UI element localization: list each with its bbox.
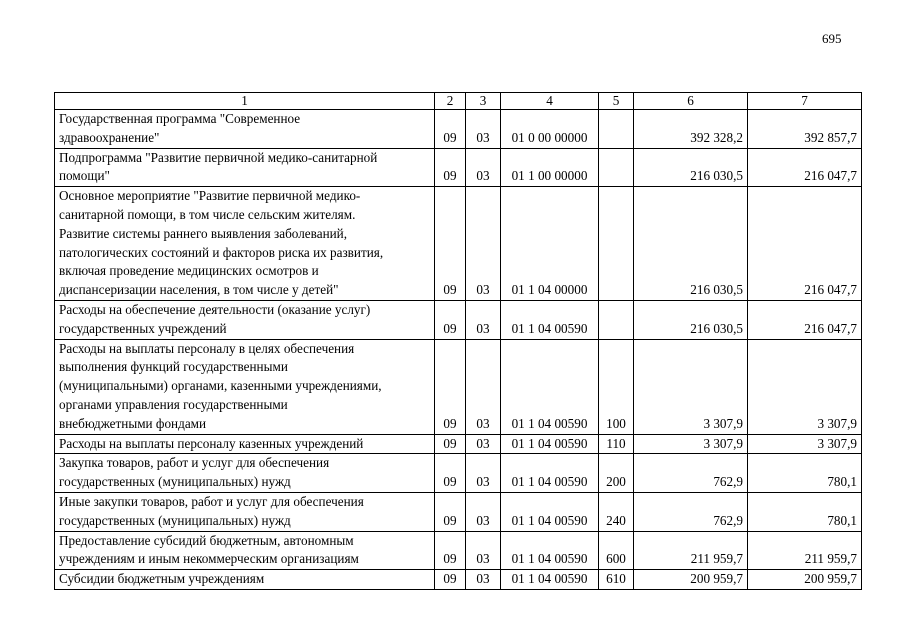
row-description: Государственная программа "Современное здравоохранение" (55, 110, 435, 149)
row-expense-type: 610 (599, 570, 634, 590)
row-section-code: 09 (435, 492, 466, 531)
row-subsection-code: 03 (466, 187, 501, 301)
row-description: Расходы на обеспечение деятельности (оказание услуг) государственных учреждений (55, 300, 435, 339)
row-subsection-code: 03 (466, 570, 501, 590)
table-row (55, 339, 862, 434)
row-amount-year1: 200 959,7 (634, 570, 748, 590)
row-section-code: 09 (435, 187, 466, 301)
row-amount-year1: 3 307,9 (634, 339, 748, 434)
row-subsection-code: 03 (466, 148, 501, 187)
row-section-code: 09 (435, 148, 466, 187)
row-amount-year2: 216 047,7 (748, 187, 862, 301)
row-section-code: 09 (435, 434, 466, 454)
row-expense-type (599, 110, 634, 149)
column-header: 5 (599, 93, 634, 110)
row-amount-year1: 762,9 (634, 454, 748, 493)
row-subsection-code: 03 (466, 492, 501, 531)
row-amount-year2: 200 959,7 (748, 570, 862, 590)
column-header: 7 (748, 93, 862, 110)
row-amount-year2: 3 307,9 (748, 434, 862, 454)
row-amount-year2: 780,1 (748, 492, 862, 531)
row-subsection-code: 03 (466, 300, 501, 339)
row-target-article: 01 0 00 00000 (501, 110, 599, 149)
row-subsection-code: 03 (466, 531, 501, 570)
column-header: 2 (435, 93, 466, 110)
row-amount-year2: 392 857,7 (748, 110, 862, 149)
table-header-row (55, 93, 862, 110)
column-header: 6 (634, 93, 748, 110)
row-target-article: 01 1 04 00590 (501, 492, 599, 531)
row-amount-year2: 216 047,7 (748, 300, 862, 339)
row-target-article: 01 1 04 00590 (501, 339, 599, 434)
row-subsection-code: 03 (466, 454, 501, 493)
page-number: 695 (822, 31, 842, 46)
column-header: 3 (466, 93, 501, 110)
row-target-article: 01 1 04 00590 (501, 570, 599, 590)
table-row (55, 531, 862, 570)
row-amount-year1: 216 030,5 (634, 187, 748, 301)
row-description: Расходы на выплаты персоналу казенных учреждений (55, 434, 435, 454)
row-section-code: 09 (435, 531, 466, 570)
row-expense-type: 100 (599, 339, 634, 434)
column-header: 1 (55, 93, 435, 110)
row-description: Закупка товаров, работ и услуг для обеспечения государственных (муниципальных) нужд (55, 454, 435, 493)
row-description: Подпрограмма "Развитие первичной медико-санитарной помощи" (55, 148, 435, 187)
row-target-article: 01 1 04 00590 (501, 531, 599, 570)
row-section-code: 09 (435, 339, 466, 434)
row-description: Субсидии бюджетным учреждениям (55, 570, 435, 590)
row-section-code: 09 (435, 570, 466, 590)
table-row (55, 570, 862, 590)
row-section-code: 09 (435, 110, 466, 149)
row-expense-type (599, 148, 634, 187)
table-row (55, 492, 862, 531)
row-expense-type (599, 300, 634, 339)
table-row (55, 187, 862, 301)
row-subsection-code: 03 (466, 339, 501, 434)
row-expense-type: 110 (599, 434, 634, 454)
row-amount-year1: 3 307,9 (634, 434, 748, 454)
row-description: Предоставление субсидий бюджетным, автономным учреждениям и иным некоммерческим организациям (55, 531, 435, 570)
row-target-article: 01 1 00 00000 (501, 148, 599, 187)
table-row (55, 300, 862, 339)
table-row (55, 454, 862, 493)
row-target-article: 01 1 04 00590 (501, 300, 599, 339)
row-description: Основное мероприятие "Развитие первичной медико- санитарной помощи, в том числе сельским жителям. Развитие системы раннего выявления заболеваний, патологических состояний и факторов риска их развития, включая проведение медицинских осмотров и диспансеризации населения, в том числе у детей" (55, 187, 435, 301)
row-amount-year1: 216 030,5 (634, 300, 748, 339)
row-expense-type: 600 (599, 531, 634, 570)
row-amount-year1: 762,9 (634, 492, 748, 531)
row-target-article: 01 1 04 00000 (501, 187, 599, 301)
row-description: Расходы на выплаты персоналу в целях обеспечения выполнения функций государственными (муниципальными) органами, казенными учреждениями, органами управления государственными внебюджетными фондами (55, 339, 435, 434)
row-amount-year1: 216 030,5 (634, 148, 748, 187)
budget-table (54, 92, 862, 590)
row-amount-year1: 211 959,7 (634, 531, 748, 570)
column-header: 4 (501, 93, 599, 110)
row-amount-year2: 3 307,9 (748, 339, 862, 434)
row-amount-year2: 216 047,7 (748, 148, 862, 187)
row-expense-type: 240 (599, 492, 634, 531)
row-section-code: 09 (435, 300, 466, 339)
row-subsection-code: 03 (466, 434, 501, 454)
row-description: Иные закупки товаров, работ и услуг для обеспечения государственных (муниципальных) нужд (55, 492, 435, 531)
row-subsection-code: 03 (466, 110, 501, 149)
row-amount-year2: 780,1 (748, 454, 862, 493)
row-amount-year2: 211 959,7 (748, 531, 862, 570)
row-expense-type (599, 187, 634, 301)
table-row (55, 148, 862, 187)
row-target-article: 01 1 04 00590 (501, 434, 599, 454)
table-row (55, 434, 862, 454)
row-expense-type: 200 (599, 454, 634, 493)
row-target-article: 01 1 04 00590 (501, 454, 599, 493)
row-section-code: 09 (435, 454, 466, 493)
row-amount-year1: 392 328,2 (634, 110, 748, 149)
table-row (55, 110, 862, 149)
